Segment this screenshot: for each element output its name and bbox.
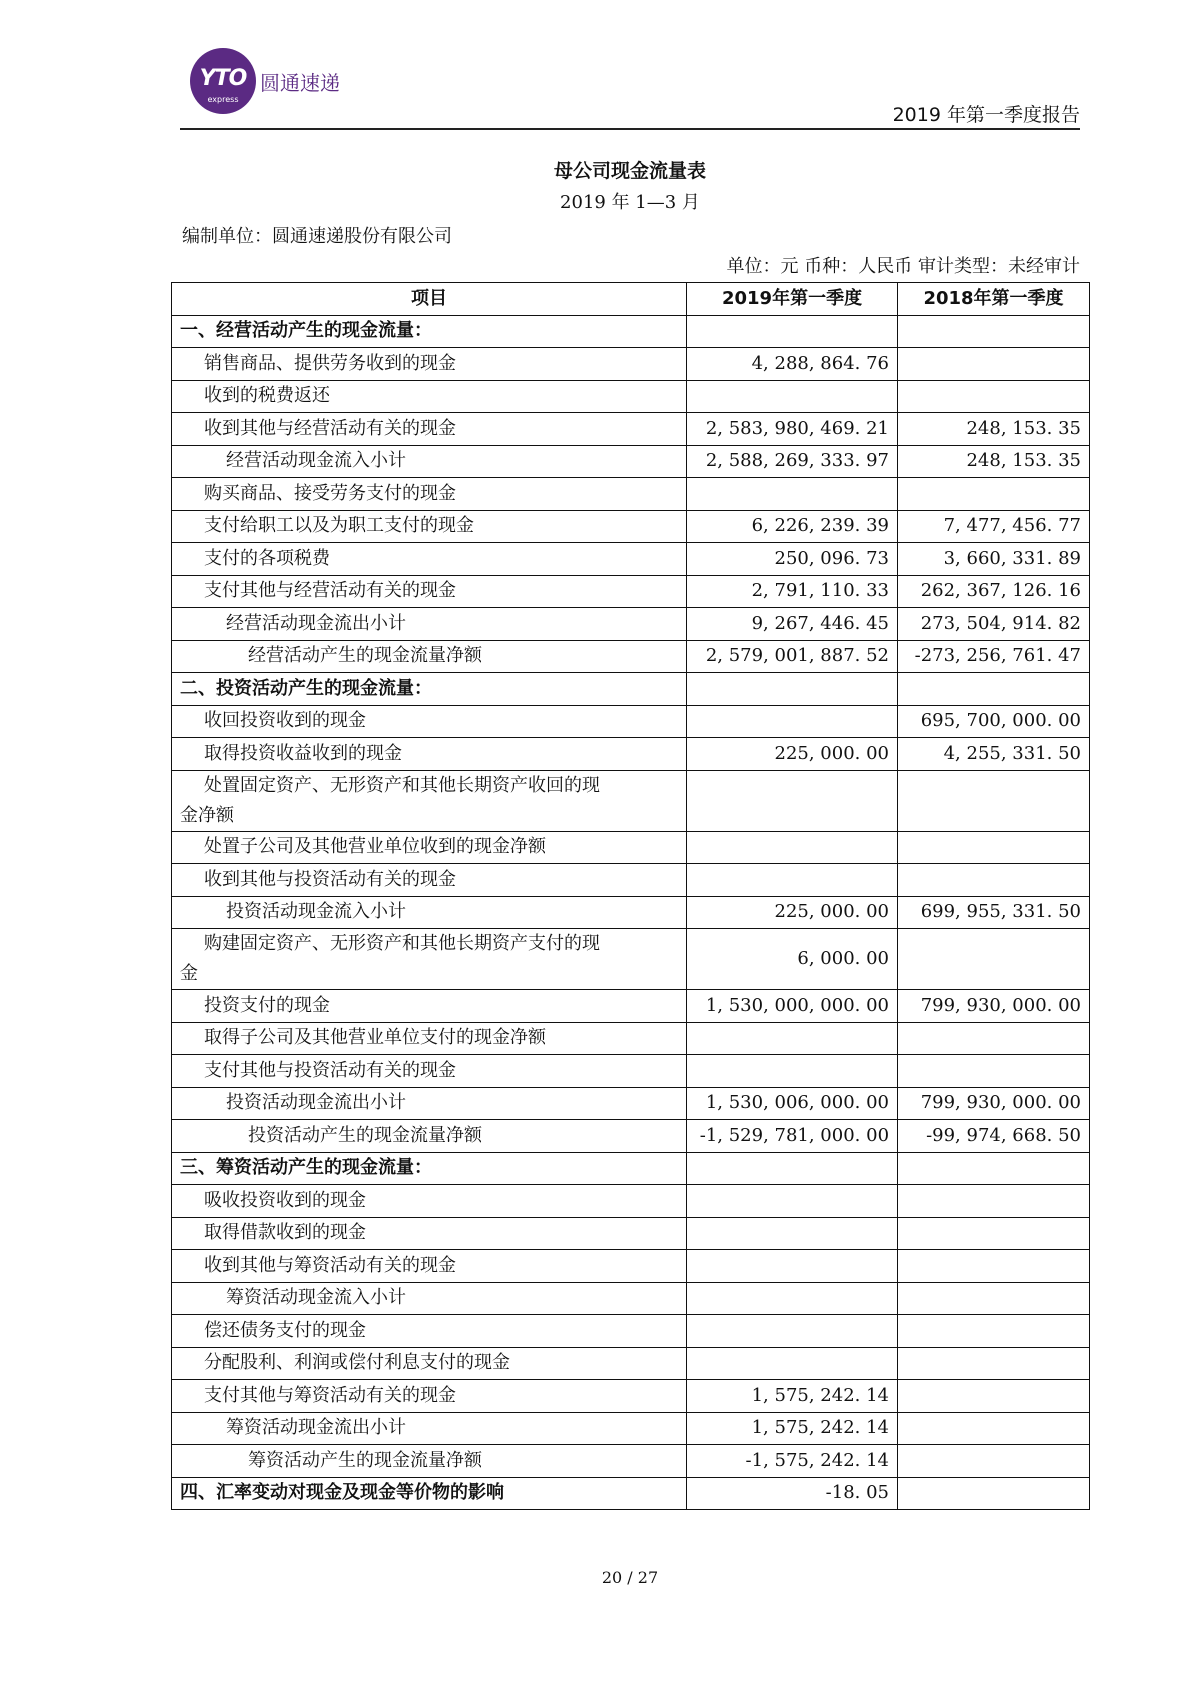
table-row bbox=[172, 990, 1090, 1023]
value-2019q1 bbox=[687, 864, 898, 897]
value-2019q1: -1, 529, 781, 000. 00 bbox=[687, 1120, 898, 1153]
row-label: 取得子公司及其他营业单位支付的现金净额 bbox=[172, 1022, 687, 1055]
row-label: 投资活动现金流入小计 bbox=[172, 896, 687, 929]
table-row bbox=[172, 478, 1090, 511]
value-2019q1 bbox=[687, 1022, 898, 1055]
row-label: 一、经营活动产生的现金流量： bbox=[172, 315, 687, 348]
unit-currency-audit: 单位：元 币种：人民币 审计类型：未经审计 bbox=[726, 256, 1080, 277]
table-row bbox=[172, 640, 1090, 673]
value-2018q1: 3, 660, 331. 89 bbox=[898, 543, 1090, 576]
logo-text: 圆通速递 bbox=[260, 70, 340, 95]
table-row bbox=[172, 510, 1090, 543]
logo-mark: YTO bbox=[199, 65, 247, 91]
page-number: 20 / 27 bbox=[601, 1568, 659, 1587]
row-label: 收到其他与投资活动有关的现金 bbox=[172, 864, 687, 897]
value-2018q1 bbox=[898, 380, 1090, 413]
table-header-row bbox=[172, 283, 1090, 316]
row-label-line-1: 购建固定资产、无形资产和其他长期资产支付的现 bbox=[204, 933, 600, 954]
value-2019q1 bbox=[687, 1315, 898, 1348]
value-2019q1: 225, 000. 00 bbox=[687, 738, 898, 771]
value-2018q1 bbox=[898, 1380, 1090, 1413]
header-item: 项目 bbox=[172, 283, 687, 316]
header-rule bbox=[180, 128, 1080, 130]
row-label: 支付其他与筹资活动有关的现金 bbox=[172, 1380, 687, 1413]
table-row bbox=[172, 1250, 1090, 1283]
row-label: 三、筹资活动产生的现金流量： bbox=[172, 1152, 687, 1185]
table-row bbox=[172, 445, 1090, 478]
compiling-entity: 编制单位：圆通速递股份有限公司 bbox=[182, 226, 452, 247]
value-2018q1: 248, 153. 35 bbox=[898, 445, 1090, 478]
value-2019q1 bbox=[687, 705, 898, 738]
table-row bbox=[172, 831, 1090, 864]
row-label: 投资活动现金流出小计 bbox=[172, 1087, 687, 1120]
row-label: 支付其他与经营活动有关的现金 bbox=[172, 575, 687, 608]
value-2019q1 bbox=[687, 380, 898, 413]
table-row bbox=[172, 348, 1090, 381]
value-2018q1 bbox=[898, 864, 1090, 897]
value-2019q1 bbox=[687, 770, 898, 831]
table-row bbox=[172, 673, 1090, 706]
value-2018q1: 4, 255, 331. 50 bbox=[898, 738, 1090, 771]
table-row bbox=[172, 1152, 1090, 1185]
row-label: 收到的税费返还 bbox=[172, 380, 687, 413]
value-2019q1 bbox=[687, 673, 898, 706]
row-label: 支付的各项税费 bbox=[172, 543, 687, 576]
value-2019q1: 2, 579, 001, 887. 52 bbox=[687, 640, 898, 673]
row-label: 购买商品、接受劳务支付的现金 bbox=[172, 478, 687, 511]
table-row bbox=[172, 738, 1090, 771]
value-2018q1: 248, 153. 35 bbox=[898, 413, 1090, 446]
value-2019q1: 4, 288, 864. 76 bbox=[687, 348, 898, 381]
value-2019q1: 2, 588, 269, 333. 97 bbox=[687, 445, 898, 478]
company-logo bbox=[190, 48, 340, 114]
report-title: 2019 年第一季度报告 bbox=[892, 104, 1080, 126]
row-label: 经营活动产生的现金流量净额 bbox=[172, 640, 687, 673]
value-2018q1: -273, 256, 761. 47 bbox=[898, 640, 1090, 673]
row-label: 支付其他与投资活动有关的现金 bbox=[172, 1055, 687, 1088]
value-2019q1: -1, 575, 242. 14 bbox=[687, 1445, 898, 1478]
value-2018q1 bbox=[898, 1412, 1090, 1445]
value-2019q1 bbox=[687, 1347, 898, 1380]
row-label: 筹资活动现金流入小计 bbox=[172, 1282, 687, 1315]
row-label: 收到其他与经营活动有关的现金 bbox=[172, 413, 687, 446]
value-2018q1 bbox=[898, 1022, 1090, 1055]
table-row bbox=[172, 1185, 1090, 1218]
value-2019q1 bbox=[687, 1055, 898, 1088]
row-label: 二、投资活动产生的现金流量： bbox=[172, 673, 687, 706]
row-label: 收到其他与筹资活动有关的现金 bbox=[172, 1250, 687, 1283]
row-label: 投资支付的现金 bbox=[172, 990, 687, 1023]
value-2018q1: 799, 930, 000. 00 bbox=[898, 1087, 1090, 1120]
row-label: 经营活动现金流出小计 bbox=[172, 608, 687, 641]
value-2018q1: 7, 477, 456. 77 bbox=[898, 510, 1090, 543]
value-2019q1: 1, 530, 006, 000. 00 bbox=[687, 1087, 898, 1120]
table-row bbox=[172, 1217, 1090, 1250]
row-label: 吸收投资收到的现金 bbox=[172, 1185, 687, 1218]
value-2019q1: 1, 575, 242. 14 bbox=[687, 1412, 898, 1445]
value-2018q1 bbox=[898, 673, 1090, 706]
value-2019q1 bbox=[687, 1217, 898, 1250]
value-2018q1 bbox=[898, 1152, 1090, 1185]
row-label: 偿还债务支付的现金 bbox=[172, 1315, 687, 1348]
value-2018q1 bbox=[898, 1315, 1090, 1348]
value-2018q1 bbox=[898, 770, 1090, 831]
row-label: 收回投资收到的现金 bbox=[172, 705, 687, 738]
row-label-line-2: 金 bbox=[180, 963, 198, 984]
value-2019q1: 6, 226, 239. 39 bbox=[687, 510, 898, 543]
row-label-line-2: 金净额 bbox=[180, 804, 234, 826]
value-2019q1: -18. 05 bbox=[687, 1477, 898, 1510]
table-row bbox=[172, 1120, 1090, 1153]
value-2018q1 bbox=[898, 1445, 1090, 1478]
value-2019q1 bbox=[687, 1282, 898, 1315]
value-2019q1 bbox=[687, 478, 898, 511]
value-2019q1: 250, 096. 73 bbox=[687, 543, 898, 576]
table-row bbox=[172, 1315, 1090, 1348]
value-2018q1 bbox=[898, 1185, 1090, 1218]
table-row bbox=[172, 575, 1090, 608]
table-row bbox=[172, 770, 1090, 831]
table-row bbox=[172, 705, 1090, 738]
cash-flow-table bbox=[171, 282, 1090, 1510]
page-header bbox=[180, 48, 1080, 130]
table-row bbox=[172, 864, 1090, 897]
table-row bbox=[172, 1477, 1090, 1510]
value-2019q1: 225, 000. 00 bbox=[687, 896, 898, 929]
header-2018q1: 2018年第一季度 bbox=[898, 283, 1090, 316]
logo-badge bbox=[190, 48, 256, 114]
row-label: 四、汇率变动对现金及现金等价物的影响 bbox=[172, 1477, 687, 1510]
value-2019q1 bbox=[687, 315, 898, 348]
table-row bbox=[172, 315, 1090, 348]
row-label: 投资活动产生的现金流量净额 bbox=[172, 1120, 687, 1153]
value-2019q1: 1, 575, 242. 14 bbox=[687, 1380, 898, 1413]
document-period: 2019 年 1—3 月 bbox=[560, 192, 700, 213]
document-title: 母公司现金流量表 bbox=[553, 160, 706, 182]
table-row bbox=[172, 1347, 1090, 1380]
table-row bbox=[172, 1022, 1090, 1055]
value-2019q1 bbox=[687, 1185, 898, 1218]
table-row bbox=[172, 896, 1090, 929]
value-2018q1: 695, 700, 000. 00 bbox=[898, 705, 1090, 738]
value-2018q1 bbox=[898, 831, 1090, 864]
table-row bbox=[172, 1055, 1090, 1088]
row-label: 经营活动现金流入小计 bbox=[172, 445, 687, 478]
value-2019q1 bbox=[687, 1250, 898, 1283]
table-row bbox=[172, 1445, 1090, 1478]
header-2019q1: 2019年第一季度 bbox=[687, 283, 898, 316]
value-2019q1: 2, 583, 980, 469. 21 bbox=[687, 413, 898, 446]
table-row bbox=[172, 1282, 1090, 1315]
value-2018q1 bbox=[898, 315, 1090, 348]
table-row bbox=[172, 608, 1090, 641]
value-2019q1: 2, 791, 110. 33 bbox=[687, 575, 898, 608]
value-2019q1 bbox=[687, 831, 898, 864]
value-2018q1 bbox=[898, 1217, 1090, 1250]
row-label: 筹资活动产生的现金流量净额 bbox=[172, 1445, 687, 1478]
table-row bbox=[172, 380, 1090, 413]
value-2018q1 bbox=[898, 1282, 1090, 1315]
value-2019q1: 1, 530, 000, 000. 00 bbox=[687, 990, 898, 1023]
row-label: 处置子公司及其他营业单位收到的现金净额 bbox=[172, 831, 687, 864]
row-label: 销售商品、提供劳务收到的现金 bbox=[172, 348, 687, 381]
table-row bbox=[172, 1380, 1090, 1413]
row-label: 取得借款收到的现金 bbox=[172, 1217, 687, 1250]
value-2018q1: 799, 930, 000. 00 bbox=[898, 990, 1090, 1023]
row-label: 筹资活动现金流出小计 bbox=[172, 1412, 687, 1445]
row-label bbox=[172, 929, 687, 990]
value-2018q1: 699, 955, 331. 50 bbox=[898, 896, 1090, 929]
value-2018q1 bbox=[898, 1347, 1090, 1380]
value-2019q1: 9, 267, 446. 45 bbox=[687, 608, 898, 641]
table-row bbox=[172, 413, 1090, 446]
value-2018q1 bbox=[898, 929, 1090, 990]
table-row bbox=[172, 1412, 1090, 1445]
value-2018q1: 273, 504, 914. 82 bbox=[898, 608, 1090, 641]
logo-sub: express bbox=[207, 95, 239, 104]
value-2018q1 bbox=[898, 1477, 1090, 1510]
value-2019q1: 6, 000. 00 bbox=[687, 929, 898, 990]
row-label-line-1: 处置固定资产、无形资产和其他长期资产收回的现 bbox=[204, 774, 600, 796]
row-label bbox=[172, 770, 687, 831]
row-label: 取得投资收益收到的现金 bbox=[172, 738, 687, 771]
value-2018q1 bbox=[898, 1250, 1090, 1283]
row-label: 分配股利、利润或偿付利息支付的现金 bbox=[172, 1347, 687, 1380]
row-label: 支付给职工以及为职工支付的现金 bbox=[172, 510, 687, 543]
value-2018q1: 262, 367, 126. 16 bbox=[898, 575, 1090, 608]
value-2018q1 bbox=[898, 478, 1090, 511]
value-2018q1 bbox=[898, 1055, 1090, 1088]
table-row bbox=[172, 1087, 1090, 1120]
table-row bbox=[172, 543, 1090, 576]
value-2018q1: -99, 974, 668. 50 bbox=[898, 1120, 1090, 1153]
value-2019q1 bbox=[687, 1152, 898, 1185]
value-2018q1 bbox=[898, 348, 1090, 381]
table-row bbox=[172, 929, 1090, 990]
